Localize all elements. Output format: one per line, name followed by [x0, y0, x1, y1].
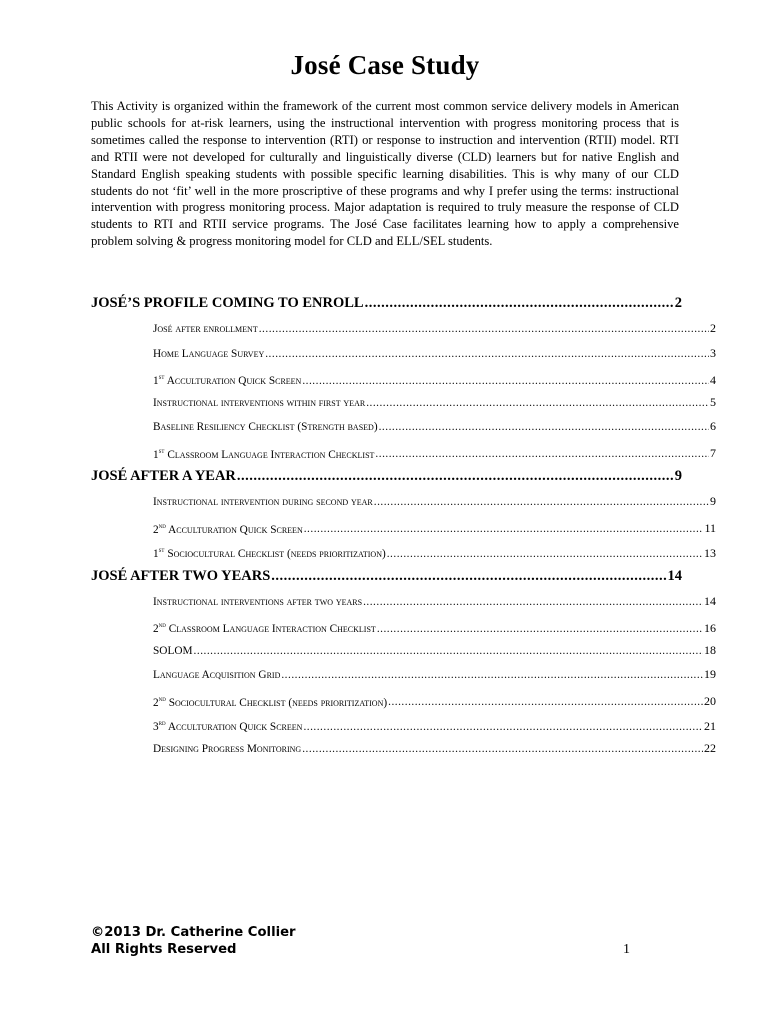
toc-section-label: JOSÉ AFTER TWO YEARS — [91, 567, 271, 584]
toc-item[interactable] — [153, 390, 716, 415]
ordinal-suffix: nd — [158, 694, 166, 703]
intro-paragraph: This Activity is organized within the framework of the current most common service delivery models in American public schools for at-risk learners, using the instructional intervention with progress monitoring process that is sometimes called the response to intervention (RTI) or response to instruction and intervention (RTII) model. RTI and RTII were not developed for culturally and linguistically diverse (CLD) learners but for native English and Standard English speaking students with possible specific learning disabilities. This is why many of our CLD students do not ‘fit’ well in the more proscriptive of these programs and why I prefer using the terms: instructional intervention with progress monitoring process. Major adaptation is required to truly measure the response of CLD students to RTI and RTII service programs. The José Case facilitates learning how to apply a comprehensive problem solving & progress monitoring model for CLD and ELL/SEL students. — [91, 99, 679, 249]
toc-section[interactable] — [91, 463, 682, 489]
toc-item-text: Designing Progress Monitoring — [153, 742, 302, 755]
toc-page-number: 14 — [667, 567, 682, 584]
toc-item-text: José after enrollment — [153, 323, 258, 335]
toc-page-number: 14 — [704, 593, 716, 608]
toc-item-text: Home Language Survey — [153, 347, 265, 360]
toc-item-label — [153, 613, 376, 638]
toc-item-label — [153, 490, 373, 514]
toc-item-text: Baseline Resiliency Checklist (Strength based) — [153, 421, 378, 433]
toc-item-text: Language Acquisition Grid — [153, 669, 281, 681]
toc-leader — [375, 442, 709, 463]
toc-section[interactable] — [91, 563, 682, 589]
toc-leader — [194, 639, 703, 663]
toc-item-text: Sociocultural Checklist (needs prioritization) — [167, 547, 386, 560]
footer — [91, 924, 296, 958]
toc-leader — [388, 690, 703, 711]
toc-leader — [379, 415, 709, 439]
ordinal-number: 2 — [153, 523, 159, 536]
toc-item-label — [153, 342, 264, 366]
toc-item[interactable] — [153, 638, 716, 663]
toc-leader — [237, 463, 674, 489]
toc-leader — [377, 617, 703, 638]
toc-page-number: 11 — [704, 521, 716, 536]
toc-item-text: Acculturation Quick Screen — [168, 523, 303, 536]
toc-page-number: 3 — [710, 345, 716, 360]
toc-item-label — [153, 514, 303, 539]
toc-leader — [366, 391, 709, 415]
toc-item-label — [153, 439, 374, 464]
toc-item-label — [153, 317, 258, 341]
toc-item-label — [153, 415, 378, 439]
toc-item-label — [153, 590, 362, 614]
toc-item[interactable] — [153, 439, 716, 464]
toc-item-label — [153, 365, 301, 390]
copyright-line: ©2013 Dr. Catherine Collier — [91, 925, 296, 940]
toc-page-number: 18 — [704, 642, 716, 657]
toc-leader — [304, 517, 704, 538]
ordinal-number: 1 — [153, 374, 159, 387]
toc-item[interactable] — [153, 589, 716, 614]
toc-item[interactable] — [153, 711, 716, 736]
document-title: José Case Study — [290, 50, 480, 80]
toc-item-label — [153, 391, 365, 415]
toc-page-number: 9 — [710, 494, 716, 508]
toc-item-text: Acculturation Quick Screen — [167, 720, 303, 733]
toc-item[interactable] — [153, 662, 716, 687]
toc-leader — [302, 737, 703, 761]
toc-page-number: 4 — [710, 372, 716, 387]
toc-page-number: 5 — [710, 394, 716, 409]
ordinal-suffix: st — [158, 373, 165, 381]
toc-page-number: 13 — [704, 545, 716, 560]
toc-page-number: 9 — [674, 468, 682, 484]
toc-item[interactable] — [153, 687, 716, 712]
toc-item-text: Instructional interventions within first year — [153, 396, 366, 409]
toc-item-text: Instructional interventions after two years — [153, 595, 363, 608]
toc-page-number: 20 — [704, 694, 716, 709]
toc-leader — [271, 563, 666, 589]
toc-leader — [374, 490, 709, 514]
toc-item-text: SOLOM — [153, 644, 193, 657]
toc-leader — [363, 590, 703, 614]
toc-page-number: 16 — [704, 620, 716, 635]
toc-page-number: 7 — [710, 446, 716, 461]
toc-leader — [259, 317, 709, 341]
toc-item[interactable] — [153, 514, 716, 539]
ordinal-number: 2 — [153, 696, 159, 709]
ordinal-number: 2 — [153, 622, 159, 635]
toc-item-text: Sociocultural Checklist (needs prioritization) — [168, 696, 388, 709]
toc-item-label — [153, 663, 280, 687]
toc-item[interactable] — [153, 489, 716, 514]
toc-item-label — [153, 538, 386, 563]
toc-page-number: 6 — [710, 419, 716, 433]
toc-item-label — [153, 687, 387, 712]
ordinal-suffix: nd — [158, 621, 166, 629]
ordinal-number: 1 — [153, 448, 159, 461]
toc-item-label — [153, 639, 193, 663]
toc-page-number: 2 — [674, 295, 682, 311]
toc-item-label — [153, 711, 302, 736]
ordinal-suffix: rd — [158, 719, 166, 727]
table-of-contents — [91, 290, 716, 760]
toc-leader — [265, 342, 709, 366]
toc-item[interactable] — [153, 538, 716, 563]
rights-line: All Rights Reserved — [91, 942, 237, 957]
toc-section-label: JOSÉ’S PROFILE COMING TO ENROLL — [91, 295, 364, 311]
ordinal-suffix: nd — [158, 521, 166, 530]
toc-page-number: 22 — [704, 740, 716, 755]
ordinal-number: 1 — [153, 547, 159, 560]
toc-page-number: 19 — [704, 667, 716, 681]
ordinal-suffix: st — [158, 546, 165, 554]
toc-page-number: 21 — [704, 718, 716, 733]
toc-item[interactable] — [153, 316, 716, 341]
toc-page-number: 2 — [710, 321, 716, 335]
toc-item-text: Instructional intervention during second year — [153, 496, 373, 508]
toc-section-label: JOSÉ AFTER A YEAR — [91, 468, 236, 484]
toc-item[interactable] — [153, 341, 716, 366]
toc-item[interactable] — [153, 736, 716, 761]
toc-item[interactable] — [153, 414, 716, 439]
toc-leader — [303, 715, 703, 736]
toc-leader — [365, 290, 674, 316]
toc-leader — [302, 369, 709, 390]
toc-item-text: Acculturation Quick Screen — [166, 374, 302, 387]
toc-section[interactable] — [91, 290, 682, 316]
toc-item[interactable] — [153, 365, 716, 390]
toc-leader — [281, 663, 703, 687]
ordinal-number: 3 — [153, 720, 159, 733]
toc-item-text: Classroom Language Interaction Checklist — [168, 622, 376, 635]
toc-item[interactable] — [153, 613, 716, 638]
page-number: 1 — [623, 942, 630, 957]
toc-item-label — [153, 737, 301, 761]
ordinal-suffix: st — [158, 446, 165, 455]
toc-item-text: Classroom Language Interaction Checklist — [167, 448, 375, 461]
toc-leader — [387, 542, 703, 563]
